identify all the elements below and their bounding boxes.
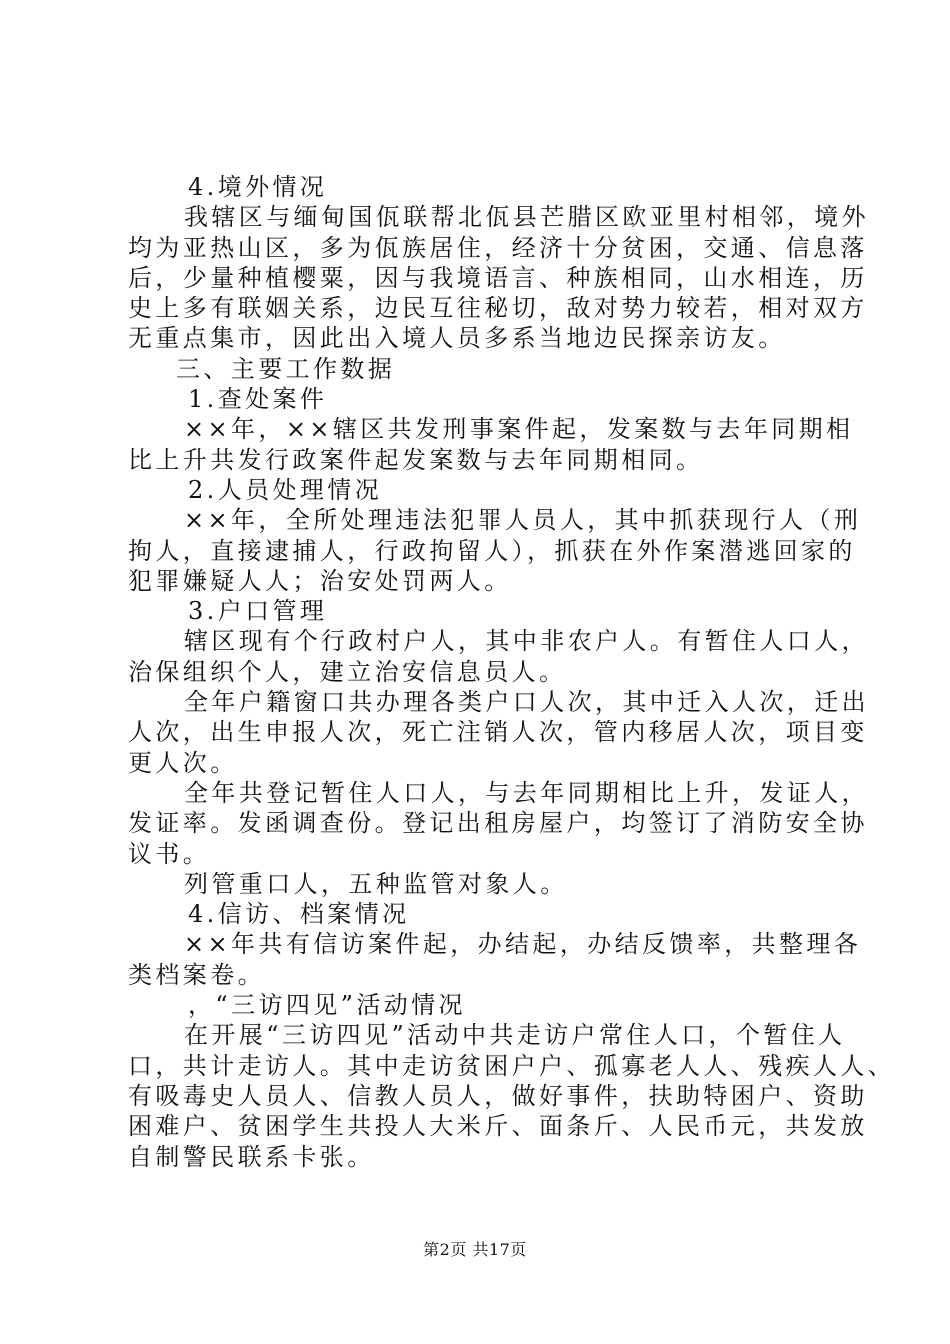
paragraph-line: 更人次。 (128, 748, 238, 777)
section-heading-main-data: 三、主要工作数据 (176, 354, 396, 383)
paragraph-line: 口，共计走访人。其中走访贫困户户、孤寡老人人、残疾人人、 (128, 1051, 896, 1080)
page-footer (0, 1240, 950, 1260)
paragraph-line: 全年共登记暂住人口人，与去年同期相比上升，发证人， (184, 778, 869, 807)
paragraph-line: 均为亚热山区，多为佤族居住，经济十分贫困，交通、信息落 (128, 233, 868, 262)
paragraph-line: 我辖区与缅甸国佤联帮北佤县芒腊区欧亚里村相邻，境外 (184, 203, 869, 232)
section-heading-three-visits: ，“三访四见”活动情况 (188, 991, 466, 1020)
paragraph-line: ××年，全所处理违法犯罪人员人，其中抓获现行人（刑 (184, 506, 862, 535)
paragraph-line: 在开展“三访四见”活动中共走访户常住人口，个暂住人 (184, 1021, 846, 1050)
paragraph-line: 治保组织个人，建立治安信息员人。 (128, 657, 567, 686)
section-heading-overseas: 4.境外情况 (188, 173, 328, 201)
paragraph-line: 类档案卷。 (128, 960, 265, 989)
paragraph-line: 拘人，直接逮捕人，行政拘留人），抓获在外作案潜逃回家的 (128, 536, 856, 565)
paragraph-line: 犯罪嫌疑人人；治安处罚两人。 (128, 566, 512, 595)
paragraph-line: 全年户籍窗口共办理各类户口人次，其中迁入人次，迁出 (184, 688, 869, 717)
section-heading-personnel: 2.人员处理情况 (188, 475, 383, 504)
paragraph-line: 自制警民联系卡张。 (128, 1142, 375, 1171)
paragraph-line: 议书。 (128, 839, 211, 868)
paragraph-line: 发证率。发函调查份。登记出租房屋户，均签订了消防安全协 (128, 809, 868, 838)
paragraph-line: ××年共有信访案件起，办结起，办结反馈率，共整理各 (184, 930, 862, 959)
paragraph-line: 有吸毒史人员人、信教人员人，做好事件，扶助特困户、资助 (128, 1081, 868, 1110)
section-heading-household: 3.户口管理 (188, 597, 328, 626)
document-body (128, 172, 896, 1172)
paragraph-line: 困难户、贫困学生共投人大米斤、面条斤、人民币元，共发放 (128, 1112, 868, 1141)
page-number-label: 第2页 共17页 (423, 1240, 527, 1259)
paragraph-line: 后，少量种植樱粟，因与我境语言、种族相同，山水相连，历 (128, 263, 868, 292)
section-heading-cases: 1.查处案件 (188, 385, 328, 414)
paragraph-line: 比上升共发行政案件起发案数与去年同期相同。 (128, 445, 704, 474)
paragraph-line: 史上多有联姻关系，边民互往秘切，敌对势力较若，相对双方 (128, 294, 868, 323)
paragraph-line: 列管重口人，五种监管对象人。 (184, 869, 568, 898)
paragraph-line: 人次，出生申报人次，死亡注销人次，管内移居人次，项目变 (128, 718, 868, 747)
paragraph-line: ××年，××辖区共发刑事案件起，发案数与去年同期相 (184, 415, 854, 444)
paragraph-line: 无重点集市，因此出入境人员多系当地边民探亲访友。 (128, 324, 786, 353)
paragraph-line: 辖区现有个行政村户人，其中非农户人。有暂住人口人， (184, 627, 869, 656)
section-heading-petition: 4.信访、档案情况 (188, 900, 410, 929)
